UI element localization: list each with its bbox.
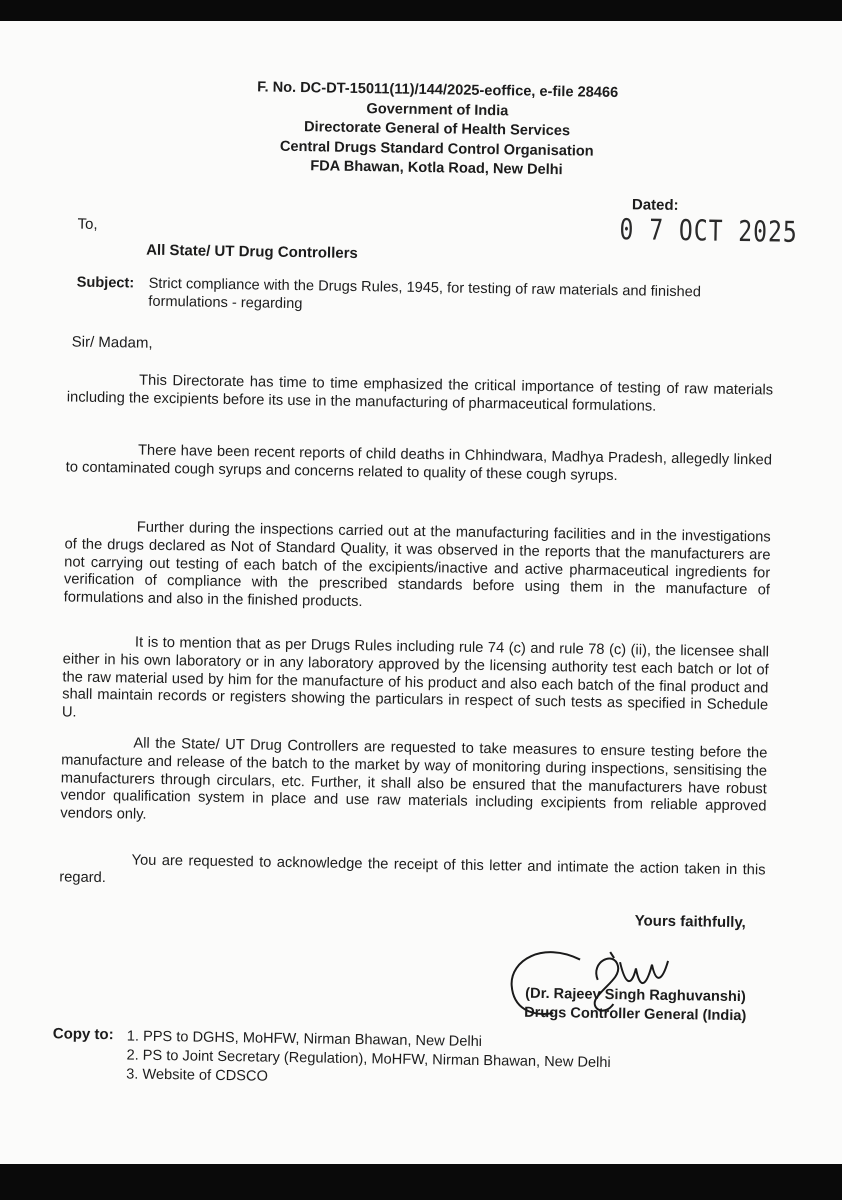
letter-page [0, 21, 842, 1164]
body-paragraph: This Directorate has time to time emphasized the critical importance of testing of raw materials including the excipients before its use in the manufacturing of pharmaceutical formulations. [66, 372, 774, 415]
body-paragraph: Further during the inspections carried out at the manufacturing facilities and in the investigations of the drugs declared as Not of Standard Quality, it was observed in the reports that the manufacturers are not carrying out testing of each batch of the excipients/inactive and active pharmaceutical ingredients for verification of compliance with the prescribed standards before using them in the manufacture of formulations and also in the finished products. [63, 519, 771, 611]
directorate-line: Directorate General of Health Services [303, 119, 571, 140]
bottom-black-bar [0, 1164, 842, 1200]
closing: Yours faithfully, [634, 912, 746, 932]
subject-label: Subject: [76, 274, 135, 292]
file-number: F. No. DC-DT-15011(11)/144/2025-eoffice, e-file 28466 [257, 79, 619, 102]
copy-to-label: Copy to: [52, 1025, 114, 1044]
letterhead [216, 78, 657, 182]
body-paragraph: You are requested to acknowledge the receipt of this letter and intimate the action taken in this regard. [59, 852, 766, 886]
date-stamp: 0 7 OCT 2025 [619, 214, 798, 250]
subject-block [76, 274, 777, 313]
list-item: 3. Website of CDSCO [126, 1066, 268, 1085]
list-item: 1. PPS to DGHS, MoHFW, Nirman Bhawan, New Delhi [126, 1028, 483, 1051]
signatory-block [505, 984, 766, 1026]
organisation-line: Central Drugs Standard Control Organisation [279, 138, 594, 160]
addressee: All State/ UT Drug Controllers [146, 241, 358, 262]
top-black-bar [0, 0, 842, 21]
subject-text: Strict compliance with the Drugs Rules, 1945, for testing of raw materials and finished formulations - regarding [148, 275, 702, 313]
dated-label: Dated: [631, 196, 679, 215]
letter-document [0, 21, 842, 1164]
to-label: To, [77, 215, 98, 233]
signatory-name: (Dr. Rajeev Singh Raghuvanshi) [525, 985, 746, 1006]
address-line: FDA Bhawan, Kotla Road, New Delhi [310, 158, 563, 179]
body-paragraph: All the State/ UT Drug Controllers are requested to take measures to ensure testing before the manufacture and release of the batch to the market by way of monitoring during inspections, sensitising the manufacturers through circulars, etc. Further, it shall also be ensured that the manufacturers have robust vendor qualification system in place and use raw materials including excipients from reliable approved vendors only. [60, 735, 768, 823]
copy-to-list [126, 1027, 611, 1092]
salutation: Sir/ Madam, [71, 333, 153, 352]
signatory-designation: Drugs Controller General (India) [524, 1004, 747, 1025]
body-paragraph: There have been recent reports of child deaths in Chhindwara, Madhya Pradesh, allegedly linked to contaminated cough syrups and concerns related to quality of these cough syrups. [65, 442, 773, 484]
list-item: 2. PS to Joint Secretary (Regulation), MoHFW, Nirman Bhawan, New Delhi [126, 1047, 611, 1072]
government-line: Government of India [366, 100, 509, 119]
body-paragraph: It is to mention that as per Drugs Rules including rule 74 (c) and rule 78 (c) (ii), the licensee shall either in his own laboratory or in any laboratory approved by the licensing authority test each batch or lot of the raw material used by him for the manufacture of his product and also each batch of the final product and shall maintain records or registers showing the particulars in respect of such tests as specified in Schedule U. [61, 634, 770, 721]
